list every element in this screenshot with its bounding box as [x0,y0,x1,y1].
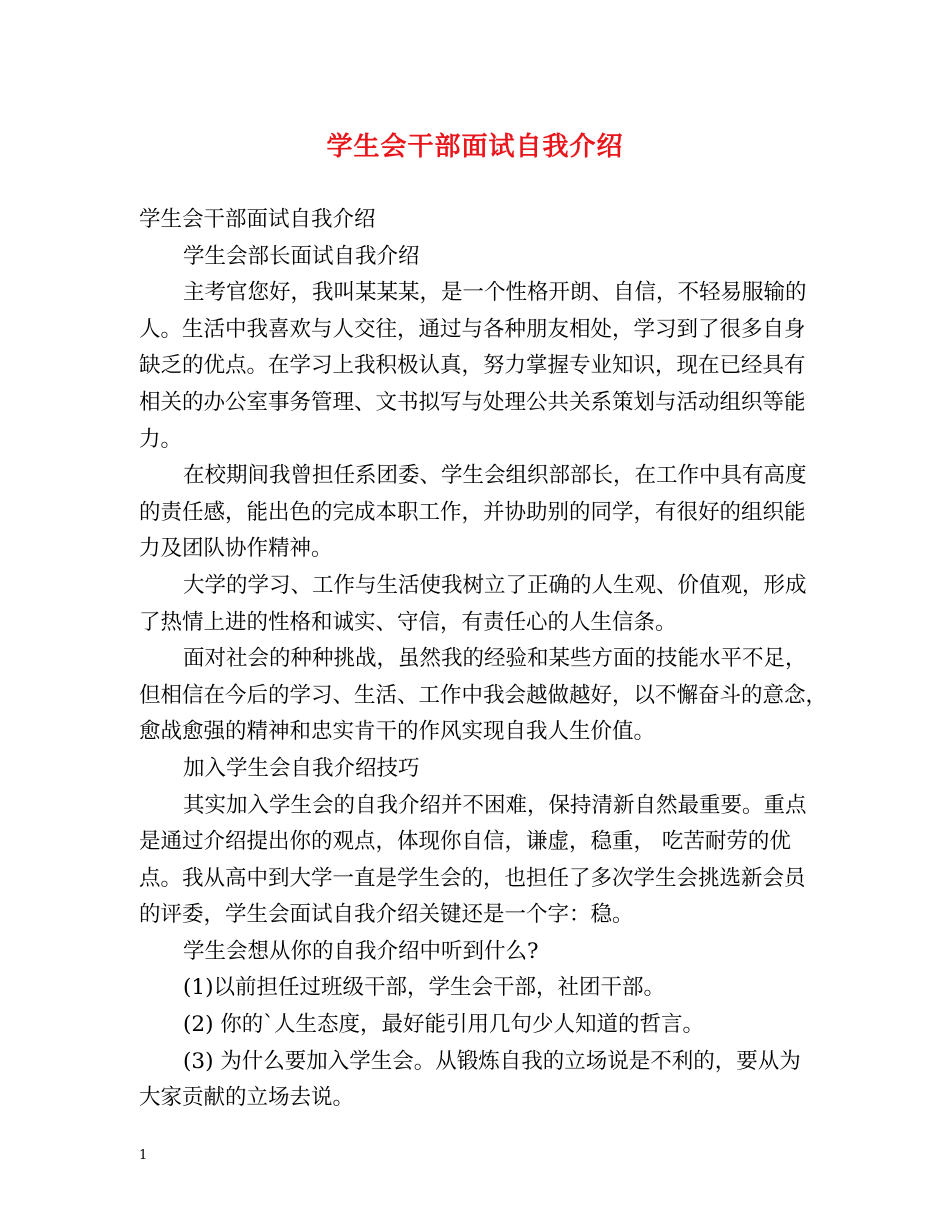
text-line: 相关的办公室事务管理、文书拟写与处理公共关系策划与活动组织等能 [139,389,806,415]
text-line: 力及团队协作精神。 [139,536,333,562]
text-line: 点。我从高中到大学一直是学生会的，也担任了多次学生会挑选新会员 [139,865,806,891]
text-line: 人。生活中我喜欢与人交往，通过与各种朋友相处，学习到了很多自身 [139,316,806,342]
text-line: 力。 [139,426,183,452]
text-line: 加入学生会自我介绍技巧 [183,755,420,781]
text-line: (1)以前担任过班级干部，学生会干部，社团干部。 [183,975,665,1001]
text-line: 愈战愈强的精神和忠实肯干的作风实现自我人生价值。 [139,719,656,745]
text-line: (2) 你的`人生态度，最好能引用几句少人知道的哲言。 [183,1012,705,1038]
text-line: 学生会干部面试自我介绍 [139,207,376,232]
document-body [139,202,828,1117]
text-line: 但相信在今后的学习、生活、工作中我会越做越好，以不懈奋斗的意念， [139,682,828,708]
text-line: 在校期间我曾担任系团委、学生会组织部部长，在工作中具有高度 [183,463,807,489]
text-line: 学生会部长面试自我介绍 [183,243,420,269]
text-line: 大家贡献的立场去说。 [139,1085,355,1111]
page-title: 学生会干部面试自我介绍 [326,132,624,162]
text-line: 面对社会的种种挑战，虽然我的经验和某些方面的技能水平不足， [183,646,807,672]
text-line: 大学的学习、工作与生活使我树立了正确的人生观、价值观，形成 [183,572,807,598]
text-line: 了热情上进的性格和诚实、守信，有责任心的人生信条。 [139,609,677,635]
text-line: 是通过介绍提出你的观点，体现你自信，谦虚，稳重， 吃苦耐劳的优 [139,829,791,855]
text-line: 的评委，学生会面试自我介绍关键还是一个字：稳。 [139,902,634,928]
text-line: 缺乏的优点。在学习上我积极认真，努力掌握专业知识，现在已经具有 [139,353,806,379]
text-line: 主考官您好，我叫某某某，是一个性格开朗、自信，不轻易服输的 [183,280,807,306]
text-line: 的责任感，能出色的完成本职工作，并协助别的同学，有很好的组织能 [139,499,806,525]
text-line: (3) 为什么要加入学生会。从锻炼自我的立场说是不利的，要从为 [183,1048,801,1074]
page-number: 1 [139,1148,148,1163]
text-line: 学生会想从你的自我介绍中听到什么? [183,938,539,964]
text-line: 其实加入学生会的自我介绍并不困难，保持清新自然最重要。重点 [183,792,807,818]
